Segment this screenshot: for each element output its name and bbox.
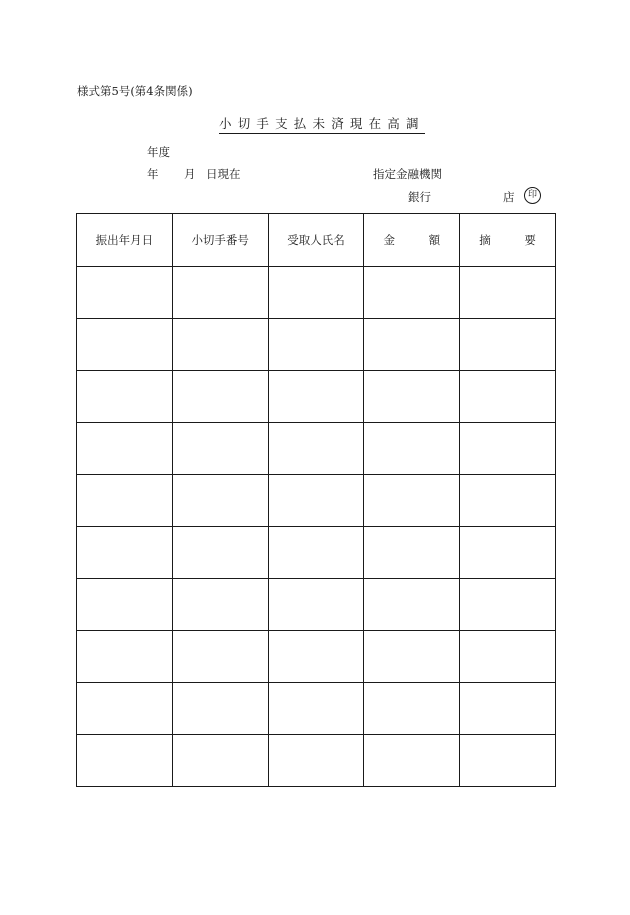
table-cell — [77, 579, 173, 631]
table-cell — [460, 527, 556, 579]
table-cell — [364, 683, 460, 735]
document-title: 小切手支払未済現在高調 — [219, 114, 425, 134]
table-cell — [268, 475, 364, 527]
table-cell — [460, 579, 556, 631]
institution-label: 指定金融機関 — [373, 167, 442, 181]
table-cell — [172, 579, 268, 631]
date-day-as-of-label: 日現在 — [206, 167, 241, 181]
header-issue-date: 振出年月日 — [77, 214, 173, 267]
table-cell — [364, 735, 460, 787]
table-row — [77, 735, 556, 787]
seal-mark: 印 — [524, 187, 541, 204]
table-header-row — [77, 214, 556, 267]
date-month-label: 月 — [184, 167, 196, 181]
bank-label: 銀行 — [408, 190, 431, 204]
table-cell — [364, 527, 460, 579]
table-cell — [77, 631, 173, 683]
table-cell — [460, 735, 556, 787]
table-cell — [77, 319, 173, 371]
table-cell — [268, 579, 364, 631]
table-cell — [460, 423, 556, 475]
table-row — [77, 475, 556, 527]
table-cell — [268, 527, 364, 579]
table-cell — [172, 631, 268, 683]
table-cell — [172, 735, 268, 787]
table-cell — [460, 631, 556, 683]
table-cell — [172, 423, 268, 475]
check-outstanding-table — [76, 213, 556, 787]
table-cell — [172, 527, 268, 579]
table-cell — [268, 423, 364, 475]
table-cell — [460, 371, 556, 423]
table-cell — [268, 735, 364, 787]
table-cell — [364, 423, 460, 475]
table-cell — [268, 631, 364, 683]
table-cell — [460, 475, 556, 527]
table-cell — [460, 267, 556, 319]
table-cell — [172, 371, 268, 423]
table-cell — [268, 319, 364, 371]
table-cell — [77, 423, 173, 475]
table-row — [77, 579, 556, 631]
table-cell — [460, 683, 556, 735]
table-cell — [364, 475, 460, 527]
table-cell — [172, 319, 268, 371]
table-row — [77, 631, 556, 683]
table-row — [77, 267, 556, 319]
table-cell — [268, 683, 364, 735]
table-row — [77, 319, 556, 371]
form-number: 様式第5号(第4条関係) — [77, 84, 193, 98]
table-cell — [364, 579, 460, 631]
table-cell — [77, 475, 173, 527]
table-row — [77, 423, 556, 475]
header-payee-name: 受取人氏名 — [268, 214, 364, 267]
table-cell — [77, 371, 173, 423]
table-cell — [364, 631, 460, 683]
table-body — [77, 267, 556, 787]
fiscal-year-label: 年度 — [147, 145, 170, 159]
date-year-label: 年 — [147, 167, 159, 181]
table-cell — [268, 267, 364, 319]
table-cell — [77, 683, 173, 735]
header-check-number: 小切手番号 — [172, 214, 268, 267]
table-row — [77, 527, 556, 579]
branch-label: 店 — [503, 190, 515, 204]
table-cell — [172, 683, 268, 735]
header-amount: 金 額 — [364, 214, 460, 267]
table-cell — [77, 735, 173, 787]
table-cell — [364, 371, 460, 423]
table-cell — [172, 267, 268, 319]
table-cell — [364, 267, 460, 319]
table-cell — [460, 319, 556, 371]
table-cell — [268, 371, 364, 423]
header-remarks: 摘 要 — [460, 214, 556, 267]
table-row — [77, 683, 556, 735]
table-cell — [172, 475, 268, 527]
table-cell — [77, 267, 173, 319]
table-cell — [364, 319, 460, 371]
table-row — [77, 371, 556, 423]
table-cell — [77, 527, 173, 579]
